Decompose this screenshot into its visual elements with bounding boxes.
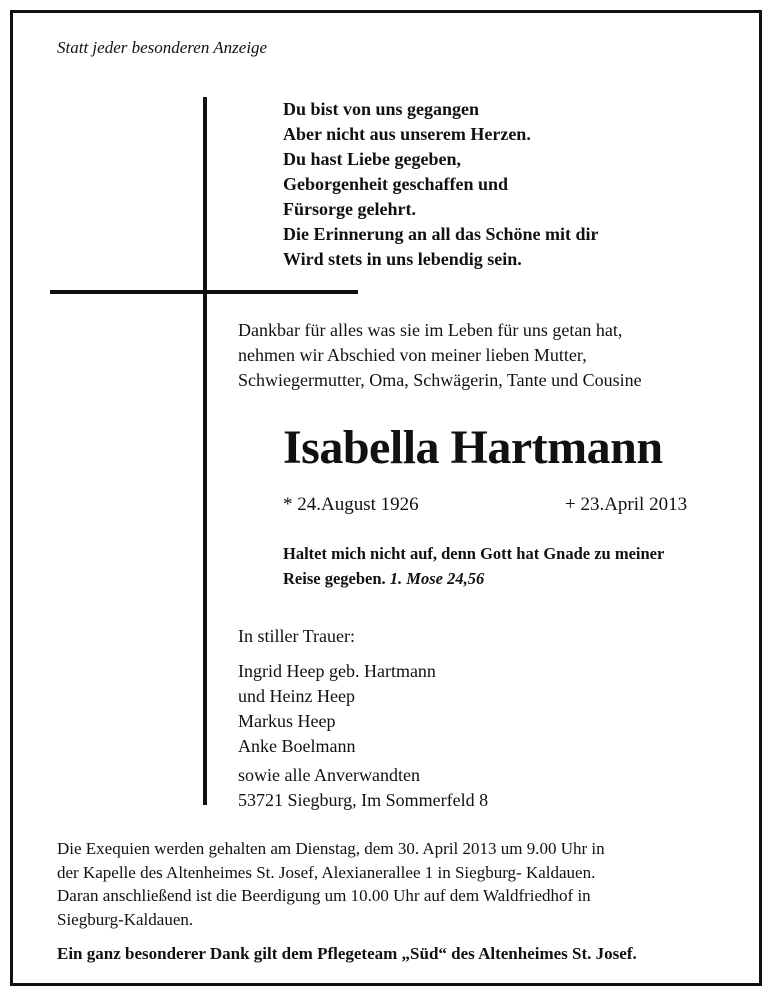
mourner-name: Anke Boelmann — [238, 736, 356, 756]
mourner-name: und Heinz Heep — [238, 686, 355, 706]
service-line: Daran anschließend ist die Beerdigung um 10.00 Uhr auf dem Waldfriedhof in — [57, 886, 591, 905]
cross-vertical-bar — [203, 97, 207, 805]
mourner-name: Ingrid Heep geb. Hartmann — [238, 661, 436, 681]
deceased-name: Isabella Hartmann — [283, 421, 663, 474]
death-date: + 23.April 2013 — [565, 494, 688, 515]
poem-line: Die Erinnerung an all das Schöne mit dir — [283, 224, 599, 244]
poem — [283, 97, 599, 272]
birth-date: * 24.August 1926 — [283, 494, 419, 515]
service-line: Siegburg-Kaldauen. — [57, 909, 194, 929]
mourner-name: Markus Heep — [238, 711, 336, 731]
poem-line: Wird stets in uns lebendig sein. — [283, 249, 522, 269]
poem-line: Fürsorge gelehrt. — [283, 199, 416, 219]
verse-line: Haltet mich nicht auf, denn Gott hat Gnade zu meiner — [283, 544, 665, 563]
mourning-heading: In stiller Trauer: — [238, 626, 355, 646]
intro-line: Dankbar für alles was sie im Leben für uns getan hat, — [238, 320, 623, 340]
header-note: Statt jeder besonderen Anzeige — [57, 38, 268, 57]
bible-verse — [283, 541, 664, 591]
poem-line: Du bist von uns gegangen — [283, 99, 480, 119]
service-line: Die Exequien werden gehalten am Dienstag, dem 30. April 2013 um 9.00 Uhr in — [57, 839, 605, 858]
intro-text — [238, 318, 642, 393]
relatives-line: sowie alle Anverwandten — [238, 765, 420, 785]
verse-line-2 — [283, 566, 664, 591]
cross-horizontal-bar — [50, 290, 358, 294]
intro-line: nehmen wir Abschied von meiner lieben Mutter, — [238, 345, 587, 365]
thanks-note: Ein ganz besonderer Dank gilt dem Pflegeteam „Süd“ des Altenheimes St. Josef. — [57, 944, 637, 963]
mourners-block — [238, 624, 488, 813]
intro-line: Schwiegermutter, Oma, Schwägerin, Tante und Cousine — [238, 370, 642, 390]
poem-line: Aber nicht aus unserem Herzen. — [283, 124, 531, 144]
poem-line: Du hast Liebe gegeben, — [283, 149, 462, 169]
verse-reference: 1. Mose 24,56 — [389, 569, 485, 588]
service-info — [57, 837, 605, 931]
service-line: der Kapelle des Altenheimes St. Josef, Alexianerallee 1 in Siegburg- Kaldauen. — [57, 862, 596, 882]
poem-line: Geborgenheit geschaffen und — [283, 174, 508, 194]
address-line: 53721 Siegburg, Im Sommerfeld 8 — [238, 790, 489, 810]
verse-text: Reise gegeben. — [283, 569, 386, 588]
